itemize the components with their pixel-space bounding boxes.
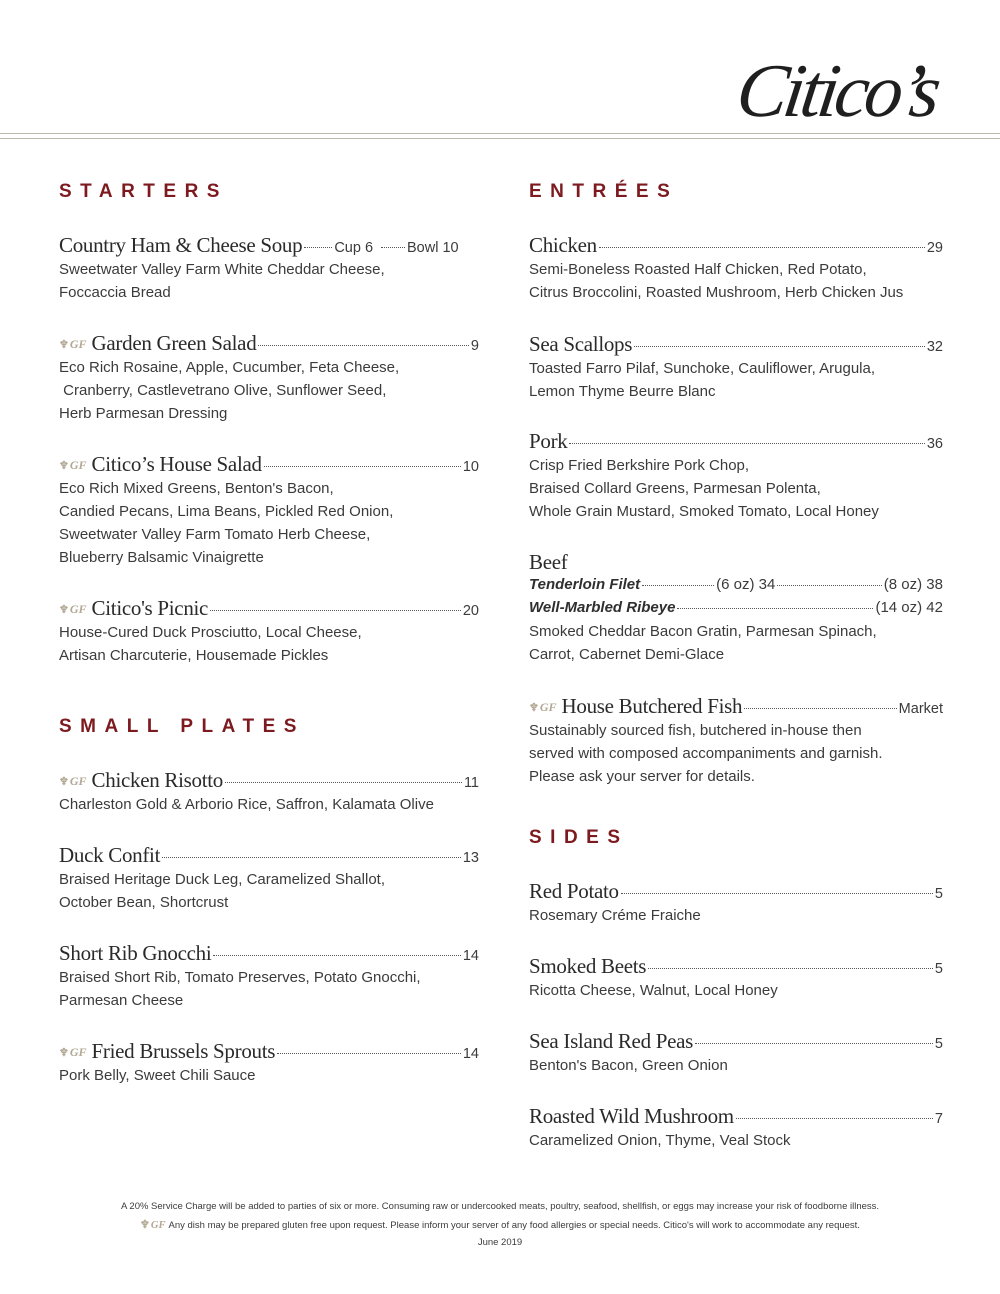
menu-item — [529, 550, 943, 666]
dot-leader — [736, 1118, 933, 1119]
dot-leader — [225, 782, 462, 783]
menu-item-heading — [59, 768, 479, 794]
menu-item-name: Red Potato — [529, 879, 619, 903]
menu-item-price: 5 — [934, 961, 943, 977]
menu-item — [59, 941, 479, 1012]
dot-leader — [210, 610, 461, 611]
dot-leader — [642, 585, 714, 586]
menu-item-description: Eco Rich Rosaine, Apple, Cucumber, Feta Cheese, Cranberry, Castlevetrano Olive, Sunflower Seed, Herb Parmesan Dressing — [59, 359, 400, 422]
menu-item-name: Duck Confit — [59, 843, 161, 867]
menu-item-description: Sweetwater Valley Farm White Cheddar Cheese, Foccaccia Bread — [59, 261, 385, 301]
footer-date: June 2019 — [477, 1237, 523, 1248]
menu-item-name: Pork — [529, 429, 568, 453]
footer-service-charge: A 20% Service Charge will be added to parties of six or more. Consuming raw or undercooked meats, poultry, seafood, shellfish, or eggs may increase your risk of foodborne illness. — [120, 1201, 880, 1212]
menu-item-heading — [59, 331, 479, 357]
menu-item-heading — [59, 941, 479, 967]
menu-item — [59, 843, 479, 914]
beef-cut-option — [529, 576, 943, 599]
menu-item-price: 13 — [462, 850, 479, 866]
menu-item-heading — [529, 233, 943, 259]
menu-item-name: Roasted Wild Mushroom — [529, 1104, 734, 1128]
menu-item-heading — [529, 429, 943, 455]
dot-leader — [277, 1053, 461, 1054]
menu-item-heading — [529, 550, 943, 576]
menu-item-description: Benton's Bacon, Green Onion — [529, 1057, 728, 1074]
section-title-starters: STARTERS — [59, 181, 228, 202]
menu-item-price: 36 — [926, 436, 943, 452]
gluten-free-badge: ♆GF — [59, 774, 87, 788]
menu-item-description: Rosemary Créme Fraiche — [529, 907, 701, 924]
menu-item-price: 7 — [934, 1111, 943, 1127]
menu-item — [529, 954, 943, 1002]
menu-item-name: Citico’s House Salad — [91, 452, 262, 476]
menu-item-name: House Butchered Fish — [561, 694, 743, 718]
menu-item-name: Short Rib Gnocchi — [59, 941, 212, 965]
dot-leader — [213, 955, 460, 956]
section-title-sides: SIDES — [529, 827, 629, 848]
dot-leader — [381, 247, 405, 248]
dot-leader — [304, 247, 332, 248]
menu-item-price: 10 — [462, 459, 479, 475]
menu-item-description: Eco Rich Mixed Greens, Benton's Bacon, Candied Pecans, Lima Beans, Pickled Red Onion, Sweetwater Valley Farm Tomato Herb Cheese, Blueberry Balsamic Vinaigrette — [59, 480, 394, 566]
menu-item-heading — [529, 1104, 943, 1130]
section-title-entrees: ENTRÉES — [529, 181, 679, 202]
cup-price: Cup 6 — [334, 240, 374, 256]
svg-text:Citico’s: Citico’s — [740, 48, 943, 132]
gluten-free-badge: ♆GF — [59, 1045, 87, 1059]
menu-item-price: 14 — [462, 1046, 479, 1062]
menu-item-heading — [59, 452, 479, 478]
menu-item — [529, 879, 943, 927]
menu-item-description: Braised Short Rib, Tomato Preserves, Potato Gnocchi, Parmesan Cheese — [59, 969, 421, 1009]
menu-item-name: Sea Scallops — [529, 332, 633, 356]
menu-item — [529, 1104, 943, 1152]
beef-cut-name: Well-Marbled Ribeye — [529, 598, 676, 616]
dot-leader — [264, 466, 461, 467]
menu-item-price: 5 — [934, 1036, 943, 1052]
gluten-free-badge: ♆GF — [59, 602, 87, 616]
menu-item-description: Charleston Gold & Arborio Rice, Saffron, Kalamata Olive — [59, 796, 434, 813]
menu-item-description: Pork Belly, Sweet Chili Sauce — [59, 1067, 256, 1084]
menu-item-name: Citico's Picnic — [91, 596, 209, 620]
wheat-icon: ♆ — [59, 339, 69, 351]
footer-gluten-note — [0, 1218, 1000, 1231]
gluten-note-text: Any dish may be prepared gluten free upon request. Please inform your server of any food allergies or special needs. Citico's will work to accommodate any request. — [168, 1220, 860, 1231]
dot-leader — [258, 345, 469, 346]
menu-item — [529, 694, 943, 788]
gluten-free-badge: ♆GF — [529, 700, 557, 714]
header-rule-top — [0, 133, 1000, 134]
menu-item-name: Sea Island Red Peas — [529, 1029, 694, 1053]
menu-item-description: House-Cured Duck Prosciutto, Local Cheese, Artisan Charcuterie, Housemade Pickles — [59, 624, 362, 664]
menu-item-description: Semi-Boneless Roasted Half Chicken, Red Potato, Citrus Broccolini, Roasted Mushroom, Herb Chicken Jus — [529, 261, 904, 301]
menu-item-heading — [59, 596, 479, 622]
dot-leader — [634, 346, 925, 347]
menu-item-description: Caramelized Onion, Thyme, Veal Stock — [529, 1132, 791, 1149]
menu-item-price: 11 — [463, 775, 479, 791]
menu-item-price: 32 — [926, 339, 943, 355]
dot-leader — [677, 608, 873, 609]
menu-item — [59, 331, 479, 425]
menu-item-price: 9 — [470, 338, 479, 354]
wheat-icon: ♆ — [59, 1047, 69, 1059]
menu-item — [59, 452, 479, 569]
menu-item-heading — [529, 694, 943, 720]
menu-item-name: Beef — [529, 550, 568, 574]
menu-item-heading — [529, 332, 943, 358]
restaurant-logo — [740, 46, 960, 132]
menu-item-price: Market — [898, 701, 943, 717]
beef-cut-option-price: (8 oz) 38 — [883, 576, 943, 593]
menu-item-name: Country Ham & Cheese Soup — [59, 233, 303, 257]
menu-item-heading — [59, 233, 479, 259]
wheat-icon: ♆ — [59, 776, 69, 788]
menu-item-description: Toasted Farro Pilaf, Sunchoke, Cauliflower, Arugula, Lemon Thyme Beurre Blanc — [529, 360, 876, 400]
section-title-small-plates: SMALL PLATES — [59, 716, 305, 737]
menu-item-description: Braised Heritage Duck Leg, Caramelized Shallot, October Bean, Shortcrust — [59, 871, 385, 911]
beef-cut-option — [529, 599, 943, 622]
gluten-free-badge: ♆GF — [59, 458, 87, 472]
menu-item-heading — [59, 1039, 479, 1065]
wheat-icon: ♆ — [140, 1219, 150, 1231]
menu-item-name: Smoked Beets — [529, 954, 647, 978]
wheat-icon: ♆ — [59, 604, 69, 616]
wheat-icon: ♆ — [59, 460, 69, 472]
menu-item-price: 14 — [462, 948, 479, 964]
menu-item-description: Crisp Fried Berkshire Pork Chop, Braised Collard Greens, Parmesan Polenta, Whole Grain Mustard, Smoked Tomato, Local Honey — [529, 457, 879, 520]
citicos-script-wordmark — [740, 46, 960, 132]
menu-item — [529, 429, 943, 523]
header-rule-bottom — [0, 138, 1000, 139]
dot-leader — [599, 247, 925, 248]
menu-item-heading — [529, 1029, 943, 1055]
menu-item — [529, 1029, 943, 1077]
menu-item — [59, 596, 479, 667]
menu-item-description: Sustainably sourced fish, butchered in-house then served with composed accompaniments and garnish. Please ask your server for details. — [529, 722, 883, 785]
beef-cut-name: Tenderloin Filet — [529, 576, 641, 593]
gluten-free-badge: ♆GF — [140, 1219, 166, 1231]
menu-item-price: 5 — [934, 886, 943, 902]
dot-leader — [621, 893, 933, 894]
menu-item — [529, 233, 943, 304]
menu-item — [59, 1039, 479, 1087]
menu-item-name: Chicken — [529, 233, 597, 257]
dot-leader — [569, 443, 924, 444]
wheat-icon: ♆ — [529, 702, 539, 714]
dot-leader — [162, 857, 461, 858]
menu-item — [59, 768, 479, 816]
beef-cut-option-price: (14 oz) 42 — [875, 598, 943, 616]
dot-leader — [777, 585, 881, 586]
menu-item-name: Fried Brussels Sprouts — [91, 1039, 276, 1063]
bowl-price: Bowl 10 — [407, 240, 459, 256]
menu-item-heading — [529, 879, 943, 905]
menu-item-heading — [59, 843, 479, 869]
menu-item-price: 29 — [926, 240, 943, 256]
menu-item — [529, 332, 943, 403]
menu-item-name: Chicken Risotto — [91, 768, 223, 792]
gluten-free-badge: ♆GF — [59, 337, 87, 351]
menu-item-heading — [529, 954, 943, 980]
menu-item-description: Ricotta Cheese, Walnut, Local Honey — [529, 982, 778, 999]
menu-item-description: Smoked Cheddar Bacon Gratin, Parmesan Spinach, Carrot, Cabernet Demi-Glace — [529, 623, 877, 663]
menu-item-price: 20 — [462, 603, 479, 619]
dot-leader — [695, 1043, 933, 1044]
menu-item — [59, 233, 479, 304]
beef-cut-option-price: (6 oz) 34 — [716, 576, 776, 593]
menu-item-name: Garden Green Salad — [91, 331, 257, 355]
dot-leader — [744, 708, 896, 709]
dot-leader — [648, 968, 933, 969]
